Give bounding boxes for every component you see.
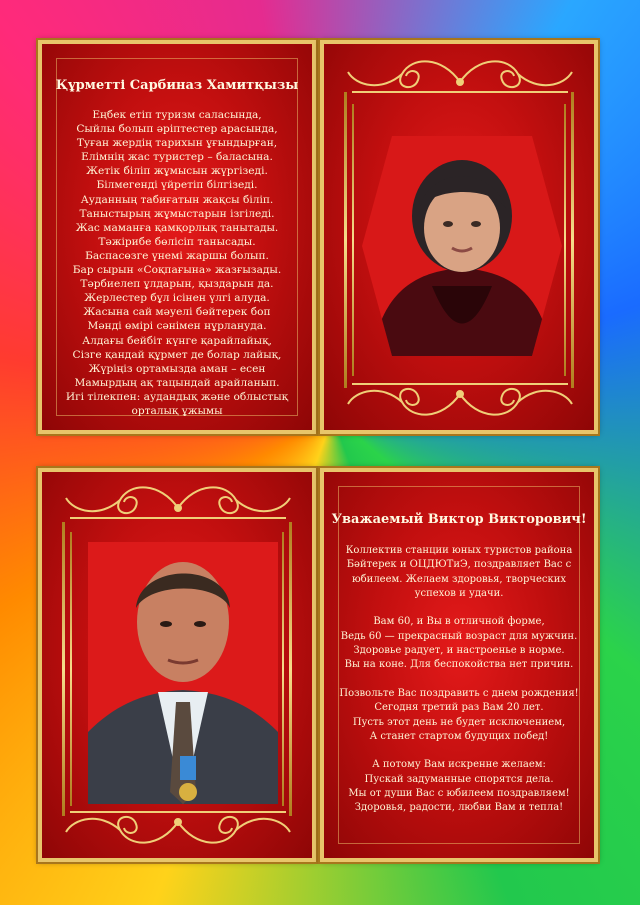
text-line: Тәрбиелеп ұлдарын, қыздарын да. [80,278,274,291]
text-line: Таныстырың жұмыстарын ізгіледі. [79,207,275,220]
text-line [324,744,594,758]
text-line: Бар сырын «Соқпағына» жазғызады. [72,264,282,277]
text-line: юбилеем. Желаем здоровья, творческих [351,573,567,585]
gold-pillar-left-2 [70,532,72,806]
scroll-ornament-icon [342,378,578,424]
text-line: Жүріңіз ортамызда аман – есен [88,362,266,375]
text-line: Игі тілекпен: аудандық және облыстық [65,390,289,403]
card-title: Уважаемый Виктор Викторович! [331,512,587,527]
text-line: Вам 60, и Вы в отличной форме, [373,616,545,628]
text-line [324,601,594,615]
text-line: Жерлестер бұл ісінен үлгі алуда. [84,292,270,305]
scroll-ornament-icon [342,52,578,98]
gold-pillar-right [571,92,574,388]
text-line: Пускай задуманные спорятся дела. [364,773,554,785]
text-line: Жас маманға қамқорлық танытады. [75,221,279,234]
gold-pillar-left [344,92,347,388]
text-line: Ведь 60 — прекрасный возраст для мужчин. [340,630,578,642]
gold-pillar-right [289,522,292,816]
scroll-ornament-icon [60,806,296,852]
text-line: Білмегенді үйретіп білгізеді. [96,179,258,192]
text-line: Еңбек етіп туризм саласында, [92,109,262,121]
woman-portrait [362,136,562,356]
text-line: Жетік біліп жұмысын жүргізеді. [86,165,268,178]
photo-card-man [38,468,316,862]
text-line: Мәнді өмірі сәнімен нұрлануда. [87,320,267,333]
text-line: Пусть этот день не будет исключением, [352,716,566,728]
text-line: Баспасөзге үнемі жаршы болып. [85,249,269,262]
text-line: Позвольте Вас поздравить с днем рождения! [339,687,579,699]
text-line: Мы от души Вас с юбилеем поздравляем! [348,788,570,800]
text-line: А станет стартом будущих побед! [369,730,549,742]
text-line: Ауданның табиғатын жақсы біліп. [80,193,274,206]
scroll-ornament-icon [60,478,296,524]
greeting-text [324,544,594,816]
text-line: Сегодня третий раз Вам 20 лет. [374,702,544,714]
greeting-card-kazakh [38,40,316,434]
text-line: Здоровья, радости, любви Вам и тепла! [354,802,564,814]
greeting-card-russian [320,468,598,862]
photo-card-woman [320,40,598,434]
gold-pillar-left-2 [352,104,354,376]
man-portrait [88,542,278,804]
poem-text [42,108,312,418]
text-line: Алдағы бейбіт күнге қарайлайық, [82,334,272,347]
text-line: орталық ұжымы [131,404,223,417]
text-line: Елімнің жас туристер – баласына. [81,151,273,164]
text-line: А потому Вам искренне желаем: [372,759,546,771]
text-line: успехов и удачи. [414,587,504,599]
card-title: Құрметті Сарбиназ Хамитқызы [55,78,299,93]
gold-pillar-right-2 [282,532,284,806]
gold-pillar-right-2 [564,104,566,376]
gold-pillar-left [62,522,65,816]
text-line: Жасына сай мәуелі бәйтерек боп [83,306,271,319]
text-line: Мамырдың ақ тацындай арайланып. [74,376,280,389]
text-line: Тәжірибе бөлісіп танысады. [98,235,256,248]
text-line: Сыйлы болып әріптестер арасында, [76,123,278,136]
text-line [324,673,594,687]
text-line: Вы на коне. Для беспокойства нет причин. [344,659,574,671]
text-line: Коллектив станции юных туристов района [345,545,573,556]
text-line: Бәйтерек и ОЦДЮТиЭ, поздравляет Вас с [346,559,572,571]
text-line: Сізге қандай құрмет де болар лайық, [72,348,282,361]
text-line: Здоровье радует, и настроенье в норме. [353,645,565,657]
text-line: Туған жердің тарихын ұғындырған, [76,137,278,150]
